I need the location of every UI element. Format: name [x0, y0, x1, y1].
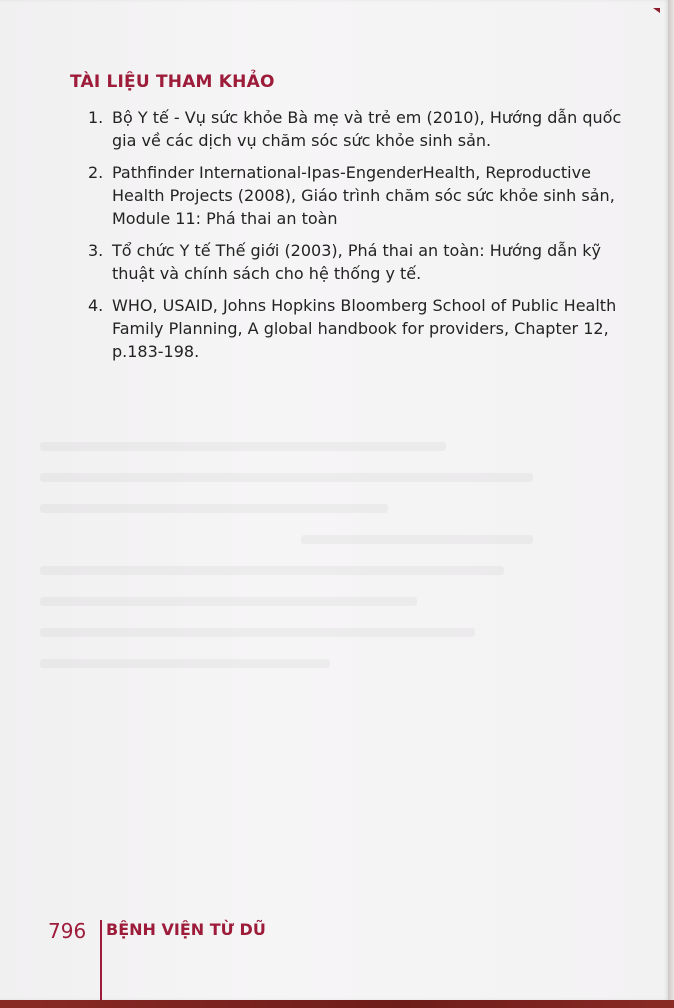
references-heading: TÀI LIỆU THAM KHẢO — [70, 72, 275, 92]
reference-item — [88, 239, 628, 285]
page-footer — [48, 916, 96, 946]
reference-item — [88, 294, 628, 363]
reference-item — [88, 106, 628, 152]
reference-number: 3. — [88, 241, 104, 260]
page-number: 796 — [48, 919, 87, 943]
reference-text: Tổ chức Y tế Thế giới (2003), Phá thai an toàn: Hướng dẫn kỹ thuật và chính sách cho hệ thống y tế. — [112, 241, 602, 283]
reference-number: 2. — [88, 163, 104, 182]
page-edge — [668, 0, 674, 1008]
reference-list — [88, 106, 628, 372]
reference-text: WHO, USAID, Johns Hopkins Bloomberg School of Public Health Family Planning, A global handbook for providers, Chapter 12, p.183-198. — [112, 296, 617, 361]
reference-number: 4. — [88, 296, 104, 315]
reference-text: Bộ Y tế - Vụ sức khỏe Bà mẹ và trẻ em (2010), Hướng dẫn quốc gia về các dịch vụ chăm sóc sức khỏe sinh sản. — [112, 108, 622, 150]
footer-divider — [100, 920, 102, 1000]
reference-item — [88, 161, 628, 230]
show-through-texture — [40, 420, 620, 840]
book-cover-edge — [0, 1000, 674, 1008]
reference-number: 1. — [88, 108, 104, 127]
corner-ribbon-icon — [653, 8, 660, 13]
reference-text: Pathfinder International-Ipas-EngenderHealth, Reproductive Health Projects (2008), Giáo trình chăm sóc sức khỏe sinh sản, Module 11: Phá thai an toàn — [112, 163, 615, 228]
footer-title: BỆNH VIỆN TỪ DŨ — [106, 920, 266, 939]
